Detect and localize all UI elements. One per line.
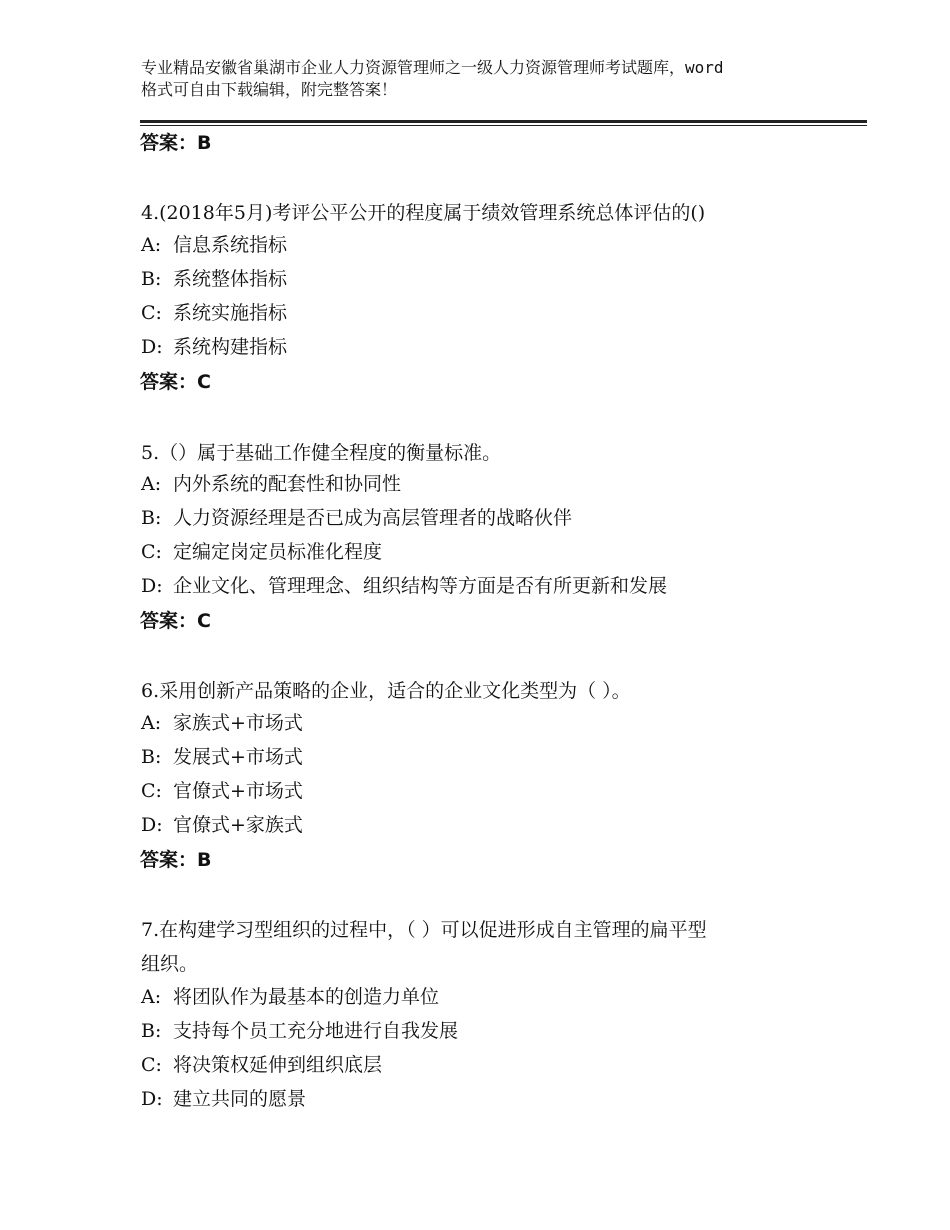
option-letter: D: (141, 1088, 163, 1110)
option-letter: B: (141, 268, 162, 290)
question-5-answer: 答案：C (140, 610, 211, 632)
question-4-answer: 答案：C (140, 371, 211, 393)
option-letter: C: (141, 780, 162, 802)
answer-previous: 答案：B (140, 132, 212, 154)
question-4-option-a (141, 232, 287, 258)
question-7-stem-line-2: 组织。 (141, 953, 199, 975)
question-6-answer: 答案：B (140, 849, 212, 871)
header-line-2: 格式可自由下载编辑，附完整答案！ (141, 80, 398, 99)
option-text: 系统整体指标 (173, 268, 288, 290)
option-letter: C: (141, 1054, 162, 1076)
option-letter: C: (141, 302, 162, 324)
option-text: 系统构建指标 (173, 336, 288, 358)
question-4-option-b (141, 266, 287, 292)
option-letter: B: (141, 507, 162, 529)
question-7-stem-line-1: 7.在构建学习型组织的过程中，（ ）可以促进形成自主管理的扁平型 (141, 919, 707, 941)
option-letter: C: (141, 541, 162, 563)
option-text: 人力资源经理是否已成为高层管理者的战略伙伴 (173, 507, 573, 529)
question-5-option-b (141, 505, 572, 531)
question-5-stem: 5.（）属于基础工作健全程度的衡量标准。 (141, 442, 502, 464)
option-letter: A: (141, 473, 162, 495)
question-4-stem: 4.(2018年5月)考评公平公开的程度属于绩效管理系统总体评估的() (141, 202, 706, 224)
option-text: 信息系统指标 (173, 234, 288, 256)
question-7-option-d (141, 1086, 306, 1112)
question-5-option-d (141, 573, 667, 599)
option-letter: A: (141, 986, 162, 1008)
question-7-option-a (141, 984, 439, 1010)
question-6-option-c (141, 778, 303, 804)
option-text: 官僚式+家族式 (173, 814, 303, 836)
option-text: 将团队作为最基本的创造力单位 (173, 986, 440, 1008)
option-text: 将决策权延伸到组织底层 (173, 1054, 383, 1076)
option-text: 内外系统的配套性和协同性 (173, 473, 402, 495)
question-7-option-b (141, 1018, 458, 1044)
question-6-option-a (141, 710, 303, 736)
option-letter: D: (141, 575, 163, 597)
header-divider-thick (140, 120, 867, 123)
question-5-option-a (141, 471, 401, 497)
option-letter: A: (141, 712, 162, 734)
header-divider-thin (140, 125, 867, 126)
option-text: 家族式+市场式 (173, 712, 303, 734)
option-text: 发展式+市场式 (173, 746, 303, 768)
option-letter: B: (141, 746, 162, 768)
option-text: 支持每个员工充分地进行自我发展 (173, 1020, 459, 1042)
option-text: 企业文化、管理理念、组织结构等方面是否有所更新和发展 (173, 575, 668, 597)
option-text: 定编定岗定员标准化程度 (173, 541, 383, 563)
option-letter: D: (141, 336, 163, 358)
question-7-option-c (141, 1052, 382, 1078)
question-4-option-d (141, 334, 287, 360)
document-header (141, 57, 841, 101)
option-letter: A: (141, 234, 162, 256)
question-6-option-b (141, 744, 303, 770)
question-6-option-d (141, 812, 303, 838)
option-text: 建立共同的愿景 (173, 1088, 307, 1110)
option-letter: B: (141, 1020, 162, 1042)
question-5-option-c (141, 539, 382, 565)
header-line-1: 专业精品安徽省巢湖市企业人力资源管理师之一级人力资源管理师考试题库，word (141, 58, 724, 77)
question-4-option-c (141, 300, 287, 326)
question-6-stem: 6.采用创新产品策略的企业，适合的企业文化类型为（ ）。 (141, 680, 631, 702)
option-text: 官僚式+市场式 (173, 780, 303, 802)
option-text: 系统实施指标 (173, 302, 288, 324)
option-letter: D: (141, 814, 163, 836)
